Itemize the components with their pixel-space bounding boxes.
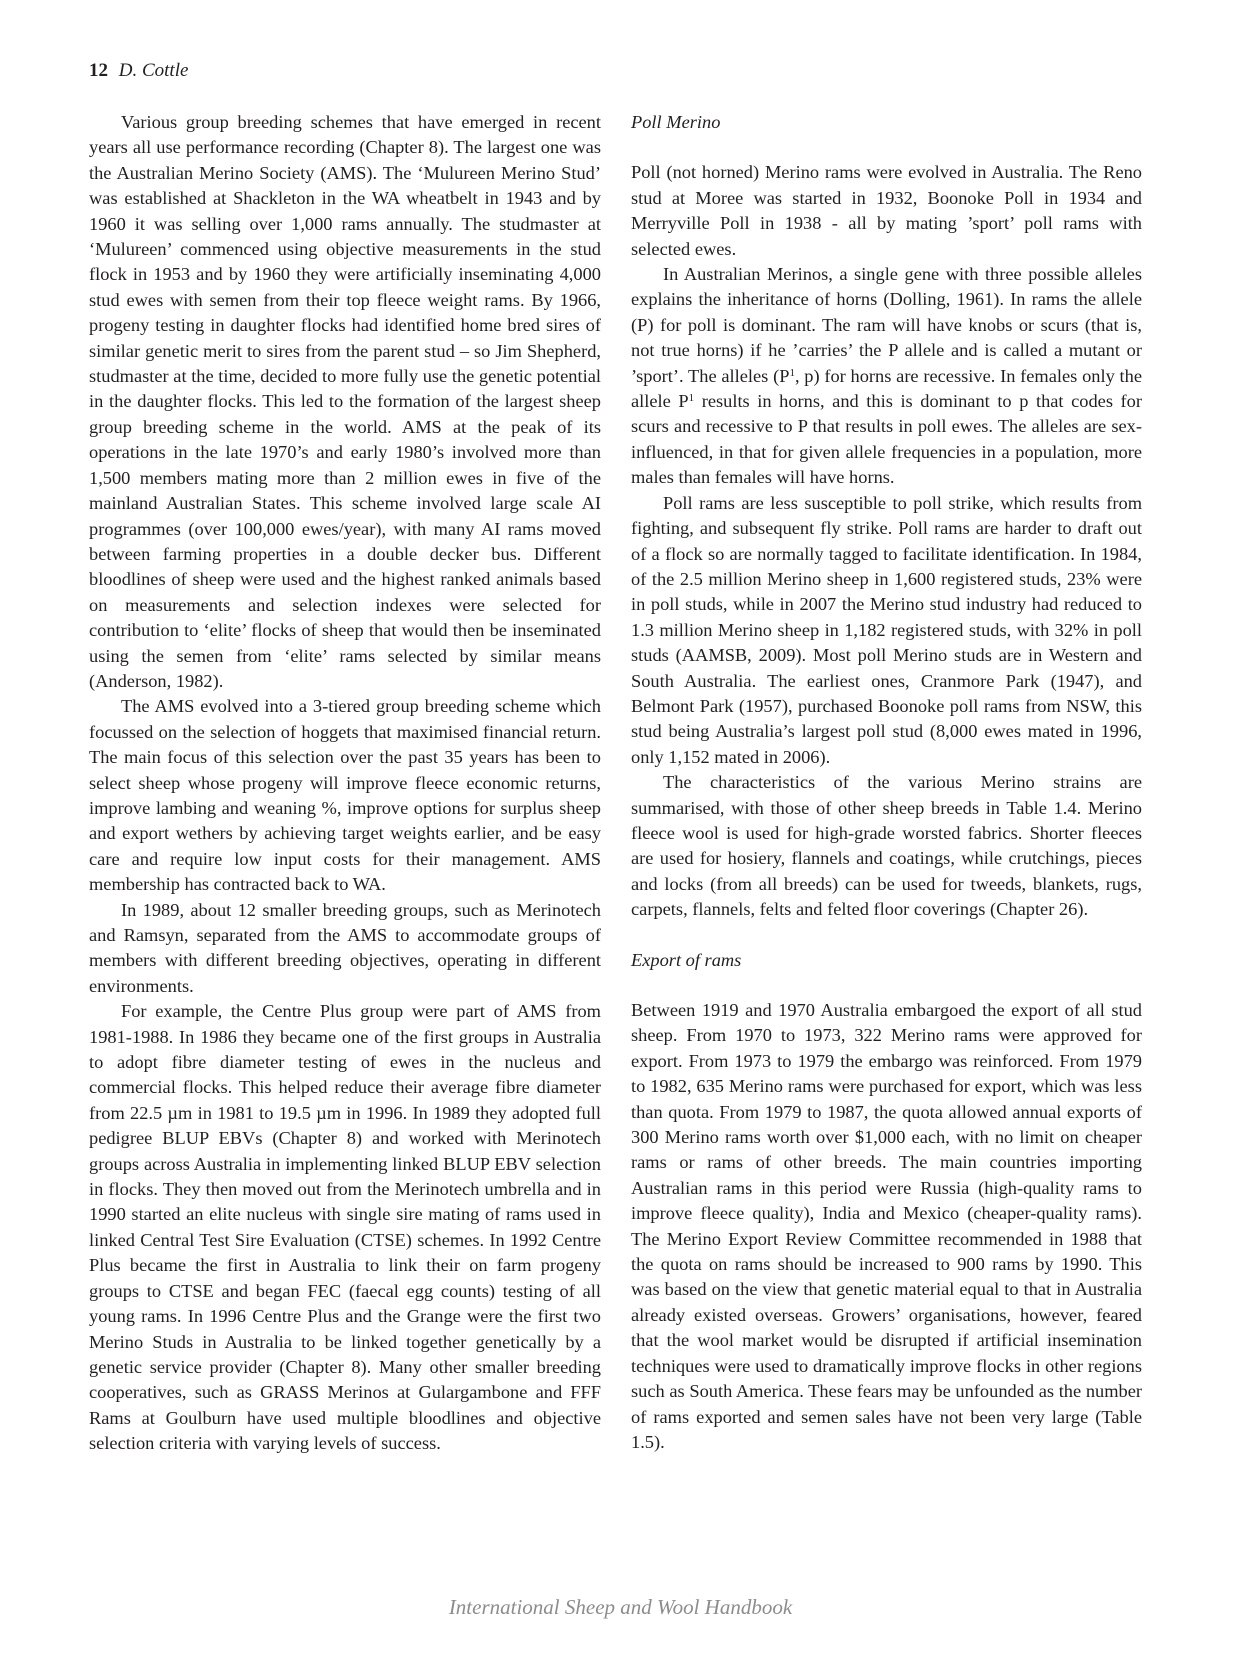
superscript-1b: 1 — [688, 392, 695, 405]
paragraph-poll-origin: Poll (not horned) Merino rams were evolved in Australia. The Reno stud at Moree was started in 1932, Boonoke Poll in 1934 and Merryville Poll in 1938 - all by mating ’sport’ poll rams with selected ewes. — [631, 162, 1142, 259]
paragraph-ams-evolution: The AMS evolved into a 3-tiered group breeding scheme which focussed on the selection of hoggets that maximised financial return. The main focus of this selection over the past 35 years has been to select sheep whose progeny will improve fleece economic returns, improve lambing and weaning %, improve options for surplus sheep and export wethers by achieving target weights earlier, and be easy care and require low input costs for their management. AMS membership has contracted back to WA. — [89, 696, 601, 895]
paragraph-centre-plus: For example, the Centre Plus group were part of AMS from 1981-1988. In 1986 they became one of the first groups in Australia to adopt fibre diameter testing of ewes in the nucleus and commercial flocks. This helped reduce their average fibre diameter from 22.5 µm in 1981 to 19.5 µm in 1996. In 1989 they adopted full pedigree BLUP EBVs (Chapter 8) and worked with Merinotech groups across Australia in implementing linked BLUP EBV selection in flocks. They then moved out from the Merinotech umbrella and in 1990 started an elite nucleus with single sire mating of rams used in linked Central Test Sire Evaluation (CTSE) schemes. In 1992 Centre Plus became the first in Australia to link their on farm progeny groups to CTSE and began FEC (faecal egg counts) testing of all young rams. In 1996 Centre Plus and the Grange were the first two Merino Studs in Australia to be linked together genetically by a genetic service provider (Chapter 8). Many other smaller breeding cooperatives, such as GRASS Merinos at Gulargambone and FFF Rams at Goulburn have used multiple bloodlines and objective selection criteria with varying levels of success. — [89, 1001, 601, 1454]
right-column — [631, 110, 1142, 1455]
horn-text-c: results in horns, and this is dominant to p that codes for scurs and recessive to P that results in poll ewes. The alleles are sex-influenced, in that for given allele frequencies in a population, more males than females will have horns. — [631, 391, 1142, 488]
paragraph-horn-inheritance — [631, 262, 1142, 491]
paragraph-group-breeding-schemes: Various group breeding schemes that have emerged in recent years all use performance recording (Chapter 8). The largest one was the Australian Merino Society (AMS). The ‘Mulureen Merino Stud’ was established at Shackleton in the WA wheatbelt in 1943 and by 1960 it was selling over 1,000 rams annually. The studmaster at ‘Mulureen’ commenced using objective measurements in the stud flock in 1953 and by 1960 they were artificially inseminating 4,000 stud ewes with semen from their top fleece weight rams. By 1966, progeny testing in daughter flocks had identified home bred sires of similar genetic merit to sires from the parent stud – so Jim Shepherd, studmaster at the time, decided to more fully use the genetic potential in the daughter flocks. This led to the formation of the largest sheep group breeding scheme in the world. AMS at the peak of its operations in the late 1970’s and early 1980’s involved more than 1,500 members mating more than 2 million ewes in five of the mainland Australian States. This scheme involved large scale AI programmes (over 100,000 ewes/year), with many AI rams moved between farming properties in a double decker bus. Different bloodlines of sheep were used and the highest ranked animals based on measurements and selection indexes were selected for contribution to ‘elite’ flocks of sheep that would then be inseminated using the semen from ‘elite’ rams selected by similar means (Anderson, 1982). — [89, 112, 601, 691]
paragraph-merino-strains: The characteristics of the various Merino strains are summarised, with those of other sheep breeds in Table 1.4. Merino fleece wool is used for high-grade worsted fabrics. Shorter fleeces are used for hosiery, flannels and coatings, while crutchings, pieces and locks (from all breeds) can be used for tweeds, blankets, rugs, carpets, flannels, felts and felted floor coverings (Chapter 26). — [631, 772, 1142, 920]
superscript-1: 1 — [789, 366, 795, 379]
running-header — [89, 58, 188, 84]
running-footer: International Sheep and Wool Handbook — [448, 1595, 793, 1619]
left-column — [89, 110, 601, 1457]
section-heading-poll-merino: Poll Merino — [631, 112, 721, 132]
paragraph-poll-rams: Poll rams are less susceptible to poll strike, which results from fighting, and subsequent fly strike. Poll rams are harder to draft out of a flock so are normally tagged to facilitate identification. In 1984, of the 2.5 million Merino sheep in 1,600 registered studs, 23% were in poll studs, while in 2007 the Merino stud industry had reduced to 1.3 million Merino sheep in 1,182 registered studs, with 32% in poll studs (AAMSB, 2009). Most poll Merino studs are in Western and South Australia. The earliest ones, Cranmore Park (1947), and Belmont Park (1957), purchased Boonoke poll rams from NSW, this stud being Australia’s largest poll stud (8,000 ewes mated in 1996, only 1,152 mated in 2006). — [631, 492, 1142, 767]
page-number: 12 — [89, 60, 108, 81]
horn-text-b: , p) for horns are recessive. In females only the allele P — [631, 365, 1142, 412]
horn-text-a: In Australian Merinos, a single gene with three possible alleles explains the inheritance of horns (Dolling, 1961). In rams the allele (P) for poll is dominant. The ram will have knobs or scurs (that is, not true horns) if he ’carries’ the P allele and is called a mutant or ’sport’. The alleles (P — [631, 264, 1142, 386]
paragraph-export-history: Between 1919 and 1970 Australia embargoed the export of all stud sheep. From 1970 to 1973, 322 Merino rams were approved for export. From 1973 to 1979 the embargo was reinforced. From 1979 to 1982, 635 Merino rams were purchased for export, which was less than quota. From 1979 to 1987, the quota allowed annual exports of 300 Merino rams worth over $1,000 each, with no limit on cheaper rams or rams of other breeds. The main countries importing Australian rams in this period were Russia (high-quality rams to improve fleece quality), India and Mexico (cheaper-quality rams). The Merino Export Review Committee recommended in 1988 that the quota on rams should be increased to 900 rams by 1990. This was based on the view that genetic material equal to that in Australia already existed overseas. Growers’ organisations, however, feared that the wool market would be disrupted if artificial insemination techniques were used to dramatically improve flocks in other regions such as South America. These fears may be unfounded as the number of rams exported and semen sales have not been very large (Table 1.5). — [631, 1000, 1142, 1452]
paragraph-smaller-groups: In 1989, about 12 smaller breeding groups, such as Merinotech and Ramsyn, separated from the AMS to accommodate groups of members with different breeding objectives, operating in different environments. — [89, 899, 601, 996]
section-heading-export-of-rams: Export of rams — [631, 949, 742, 970]
running-author: D. Cottle — [118, 60, 189, 81]
